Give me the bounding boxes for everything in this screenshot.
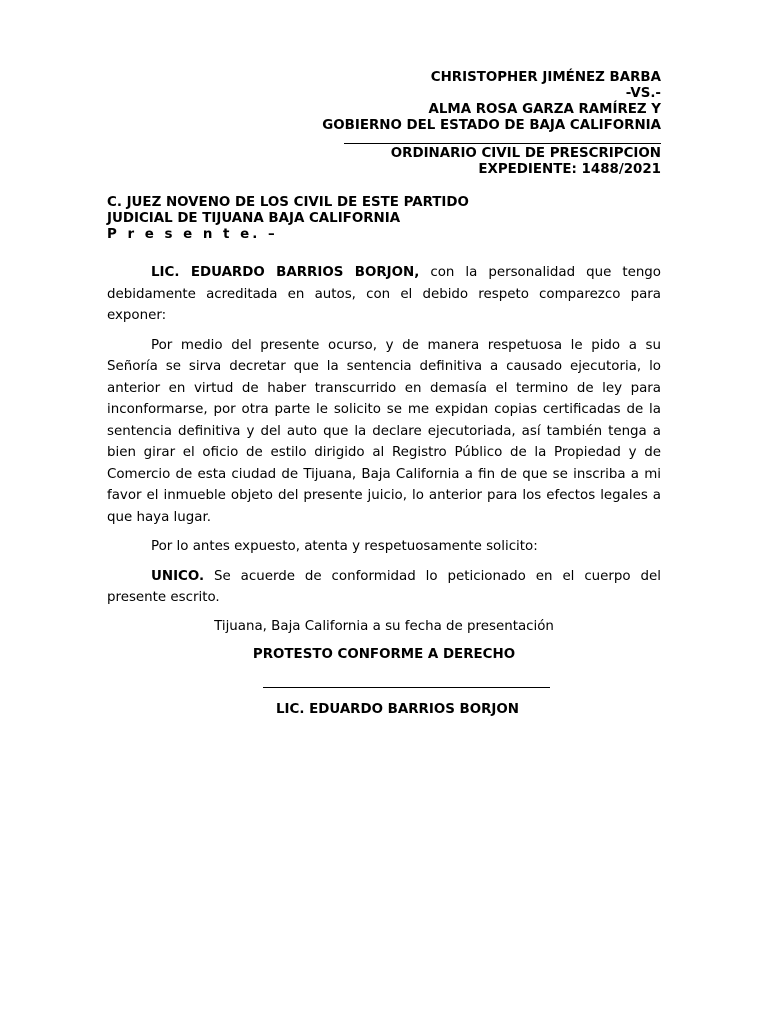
signature-line xyxy=(263,687,550,688)
intro-paragraph xyxy=(107,262,661,327)
defendant-name-1: ALMA ROSA GARZA RAMÍREZ Y xyxy=(428,102,661,117)
addressee-block xyxy=(107,195,661,243)
lawyer-name: LIC. EDUARDO BARRIOS BORJON, xyxy=(151,265,420,280)
unico-text: Se acuerde de conformidad lo peticionado en el cuerpo del presente escrito. xyxy=(107,568,661,605)
addressee-line-1: C. JUEZ NOVENO DE LOS CIVIL DE ESTE PARTIDO xyxy=(107,195,469,210)
protest-statement: PROTESTO CONFORME A DERECHO xyxy=(252,646,516,662)
addressee-presente: P r e s e n t e. – xyxy=(107,227,278,242)
file-number: EXPEDIENTE: 1488/2021 xyxy=(478,162,661,177)
defendant-name-2: GOBIERNO DEL ESTADO DE BAJA CALIFORNIA xyxy=(322,118,661,133)
plaintiff-name: CHRISTOPHER JIMÉNEZ BARBA xyxy=(430,70,661,85)
intro-text: con la personalidad que tengo debidamente acreditada en autos, con el debido respeto comparezco para exponer: xyxy=(107,265,661,323)
versus-label: -VS.- xyxy=(625,86,661,101)
unico-paragraph xyxy=(107,566,661,609)
place-date: Tijuana, Baja California a su fecha de presentación xyxy=(214,618,554,634)
unico-label: UNICO. xyxy=(151,568,205,584)
signer-name: LIC. EDUARDO BARRIOS BORJON xyxy=(276,701,519,717)
case-header xyxy=(107,70,661,178)
addressee-line-2: JUDICIAL DE TIJUANA BAJA CALIFORNIA xyxy=(107,211,401,226)
petition-paragraph: Por lo antes expuesto, atenta y respetuosamente solicito: xyxy=(151,539,538,554)
header-divider xyxy=(344,143,661,144)
proceeding-type: ORDINARIO CIVIL DE PRESCRIPCION xyxy=(390,146,661,161)
document-page xyxy=(107,70,661,719)
request-paragraph: Por medio del presente ocurso, y de manera respetuosa le pido a su Señoría se sirva decretar que la sentencia definitiva a causado ejecutoria, lo anterior en virtud de haber transcurrido en demasía el termino de ley para inconformarse, por otra parte le solicito se me expidan copias certificadas de la sentencia definitiva y del auto que la declare ejecutoriada, así también tenga a bien girar el oficio de estilo dirigido al Registro Público de la Propiedad y de Comercio de esta ciudad de Tijuana, Baja California a fin de que se inscriba a mi favor el inmueble objeto del presente juicio, lo anterior para los efectos legales a que haya lugar. xyxy=(107,337,661,525)
